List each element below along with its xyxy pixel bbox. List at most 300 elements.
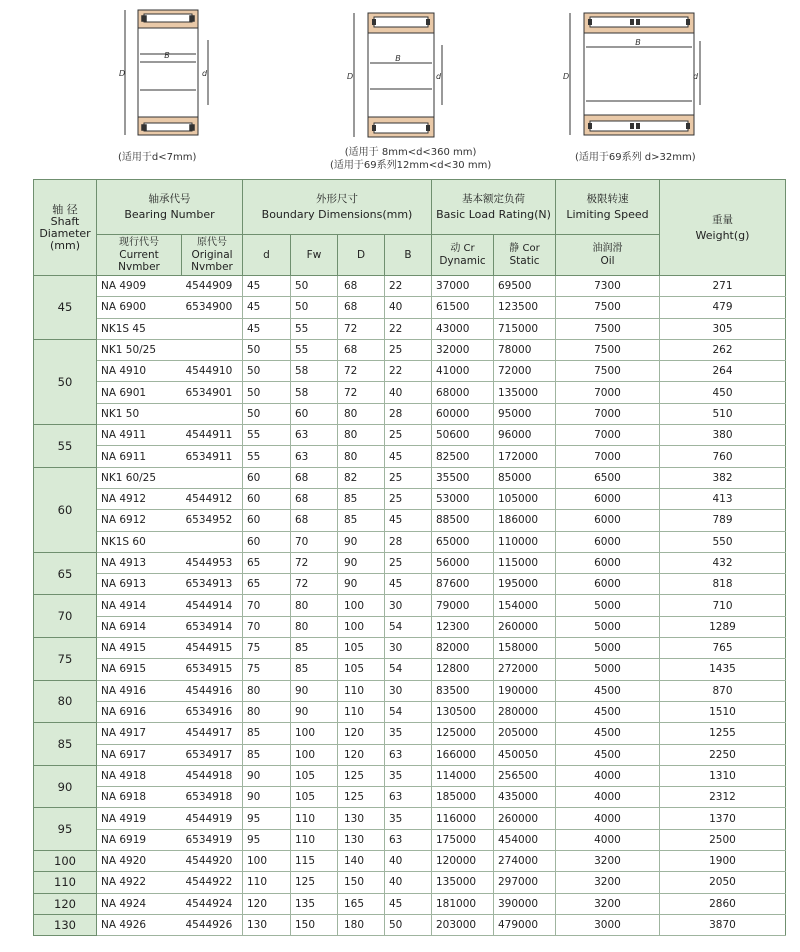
table-cell: 280000	[494, 701, 556, 722]
table-cell: 181000	[432, 893, 494, 914]
table-cell: 55	[291, 318, 338, 339]
table-cell: 175000	[432, 829, 494, 850]
header-text: 原代号	[197, 237, 227, 248]
table-cell: 95	[243, 808, 291, 829]
header-col-fw: Fw	[291, 235, 338, 276]
table-cell: 203000	[432, 914, 494, 935]
table-cell: 90	[338, 531, 385, 552]
table-cell: 180	[338, 914, 385, 935]
table-cell: 4544918	[182, 765, 243, 786]
table-cell: 95	[243, 829, 291, 850]
table-cell: 30	[385, 595, 432, 616]
table-cell: 135000	[494, 382, 556, 403]
table-cell: 262	[660, 339, 786, 360]
table-cell: 85	[243, 723, 291, 744]
table-cell: 5000	[556, 595, 660, 616]
table-cell: 1310	[660, 765, 786, 786]
table-cell: 50	[291, 297, 338, 318]
table-cell: 68	[291, 510, 338, 531]
table-row	[34, 276, 786, 297]
table-cell: 54	[385, 701, 432, 722]
table-cell: 1255	[660, 723, 786, 744]
table-cell: 4500	[556, 744, 660, 765]
table-cell: 4000	[556, 765, 660, 786]
diagram-caption-2	[330, 146, 491, 172]
table-cell: 130	[243, 914, 291, 935]
table-cell: 61500	[432, 297, 494, 318]
table-cell: 120000	[432, 851, 494, 872]
table-cell: 70	[243, 595, 291, 616]
table-cell: 60	[291, 403, 338, 424]
header-text: (mm)	[49, 238, 80, 252]
table-cell: 550	[660, 531, 786, 552]
table-cell: 82	[338, 467, 385, 488]
table-row	[34, 403, 786, 424]
table-cell: 6534913	[182, 574, 243, 595]
table-cell: 2860	[660, 893, 786, 914]
table-cell: 256500	[494, 765, 556, 786]
table-cell: 72000	[494, 361, 556, 382]
shaft-diameter-cell: 75	[34, 638, 97, 681]
header-text: 油润滑	[592, 243, 623, 254]
table-row	[34, 382, 786, 403]
header-limiting-speed	[556, 180, 660, 235]
table-cell: 75	[243, 659, 291, 680]
table-cell: NA 4926	[97, 914, 182, 935]
table-cell: 68000	[432, 382, 494, 403]
table-cell: 264	[660, 361, 786, 382]
header-text: 动 Cr	[450, 243, 475, 254]
table-cell: 1900	[660, 851, 786, 872]
table-cell: 130	[338, 829, 385, 850]
table-cell: 35500	[432, 467, 494, 488]
table-cell: 60000	[432, 403, 494, 424]
shaft-diameter-cell: 100	[34, 851, 97, 872]
header-weight	[660, 180, 786, 276]
table-cell: NA 4913	[97, 552, 182, 573]
table-cell: 53000	[432, 488, 494, 509]
table-cell: NA 6919	[97, 829, 182, 850]
table-cell: 30	[385, 680, 432, 701]
header-text: Boundary Dimensions(mm)	[261, 208, 413, 221]
header-original-number	[182, 235, 243, 276]
table-row	[34, 425, 786, 446]
table-cell: NA 4909	[97, 276, 182, 297]
bearing-diagram-medium	[340, 5, 450, 145]
table-cell: 50	[243, 382, 291, 403]
table-cell: 7500	[556, 339, 660, 360]
table-cell: 4000	[556, 787, 660, 808]
table-cell: 90	[243, 787, 291, 808]
header-text: Bearing Number	[124, 208, 215, 221]
table-cell: 45	[385, 574, 432, 595]
table-cell: NA 6918	[97, 787, 182, 808]
table-cell: 100	[338, 616, 385, 637]
table-cell: 479	[660, 297, 786, 318]
table-cell: 85	[291, 659, 338, 680]
table-cell: 95000	[494, 403, 556, 424]
table-cell: 190000	[494, 680, 556, 701]
table-cell: 205000	[494, 723, 556, 744]
table-cell: 5000	[556, 638, 660, 659]
table-cell: 115	[291, 851, 338, 872]
table-cell: 105000	[494, 488, 556, 509]
table-cell: 715000	[494, 318, 556, 339]
table-cell: 87600	[432, 574, 494, 595]
table-row	[34, 574, 786, 595]
table-cell: NA 4920	[97, 851, 182, 872]
table-row	[34, 531, 786, 552]
label-B: B	[164, 51, 170, 60]
table-row	[34, 851, 786, 872]
table-cell: 45	[243, 297, 291, 318]
table-cell: 68	[338, 276, 385, 297]
table-cell: 12300	[432, 616, 494, 637]
table-cell: 40	[385, 872, 432, 893]
table-cell: 6534900	[182, 297, 243, 318]
table-cell: 135000	[432, 872, 494, 893]
table-row	[34, 914, 786, 935]
table-cell: 105	[338, 659, 385, 680]
table-cell: 7000	[556, 425, 660, 446]
table-cell: 2050	[660, 872, 786, 893]
table-cell: NA 4919	[97, 808, 182, 829]
table-cell: NA 4910	[97, 361, 182, 382]
table-cell: 135	[291, 893, 338, 914]
table-row	[34, 872, 786, 893]
table-row	[34, 595, 786, 616]
table-cell: 7000	[556, 403, 660, 424]
table-cell: 140	[338, 851, 385, 872]
table-cell: 70	[243, 616, 291, 637]
table-cell: 25	[385, 339, 432, 360]
table-cell: 6000	[556, 574, 660, 595]
table-cell: 4544922	[182, 872, 243, 893]
table-cell: 4544912	[182, 488, 243, 509]
table-cell: 110	[291, 808, 338, 829]
table-row	[34, 638, 786, 659]
table-cell: 80	[291, 616, 338, 637]
table-cell: 35	[385, 765, 432, 786]
table-cell: 50	[385, 914, 432, 935]
table-cell: 40	[385, 851, 432, 872]
table-cell	[182, 339, 243, 360]
header-oil	[556, 235, 660, 276]
table-cell: 110	[243, 872, 291, 893]
caption-text: (适用于 8mm<d<360 mm)	[344, 147, 477, 158]
table-cell: 50	[243, 403, 291, 424]
table-cell: 105	[291, 765, 338, 786]
diagram-caption-3	[575, 151, 696, 164]
table-cell: 25	[385, 552, 432, 573]
table-cell: 100	[243, 851, 291, 872]
shaft-diameter-cell: 60	[34, 467, 97, 552]
caption-text: (适用于69系列12mm<d<30 mm)	[330, 160, 492, 171]
table-cell: 85	[338, 488, 385, 509]
table-cell: 55	[243, 425, 291, 446]
table-cell: 4544916	[182, 680, 243, 701]
table-cell: 65	[243, 574, 291, 595]
table-cell: NA 6912	[97, 510, 182, 531]
shaft-diameter-cell: 95	[34, 808, 97, 851]
table-cell: 30	[385, 638, 432, 659]
table-cell: 6534915	[182, 659, 243, 680]
table-row	[34, 552, 786, 573]
table-cell: 83500	[432, 680, 494, 701]
table-cell: 50600	[432, 425, 494, 446]
shaft-diameter-cell: 85	[34, 723, 97, 766]
table-cell: 432	[660, 552, 786, 573]
table-cell: 7000	[556, 382, 660, 403]
header-text: Nvmber	[191, 261, 233, 273]
table-cell: 22	[385, 276, 432, 297]
table-cell: 50	[243, 361, 291, 382]
label-d: d	[202, 69, 208, 78]
table-cell: 68	[291, 467, 338, 488]
table-cell: 35	[385, 808, 432, 829]
table-row	[34, 808, 786, 829]
header-text: Static	[509, 255, 540, 267]
table-cell: 110000	[494, 531, 556, 552]
table-row	[34, 701, 786, 722]
table-cell: NA 6913	[97, 574, 182, 595]
header-text: Shaft	[50, 214, 80, 228]
table-cell: 90	[243, 765, 291, 786]
header-boundary-dimensions	[243, 180, 432, 235]
table-cell: 100	[338, 595, 385, 616]
label-B: B	[635, 38, 641, 47]
table-cell	[182, 467, 243, 488]
table-cell: 54	[385, 659, 432, 680]
table-cell: 4544911	[182, 425, 243, 446]
header-text: 基本额定负荷	[462, 193, 525, 205]
table-cell: 25	[385, 467, 432, 488]
table-cell: 85	[338, 510, 385, 531]
table-cell: 4544953	[182, 552, 243, 573]
table-cell: NK1 50/25	[97, 339, 182, 360]
table-cell: 4544917	[182, 723, 243, 744]
table-cell: 6534918	[182, 787, 243, 808]
bearing-spec-table	[33, 179, 786, 936]
table-cell: 260000	[494, 616, 556, 637]
table-row	[34, 829, 786, 850]
table-cell: 100	[291, 744, 338, 765]
table-cell: 72	[338, 361, 385, 382]
table-cell: NA 6916	[97, 701, 182, 722]
table-cell: 35	[385, 723, 432, 744]
table-cell: 510	[660, 403, 786, 424]
table-cell: 72	[338, 318, 385, 339]
table-cell: NA 6917	[97, 744, 182, 765]
shaft-diameter-cell: 80	[34, 680, 97, 723]
table-row	[34, 318, 786, 339]
caption-text: (适用于69系列 d>32mm)	[575, 152, 696, 163]
header-text: 现行代号	[119, 237, 159, 248]
table-cell: 60	[243, 467, 291, 488]
table-cell: 43000	[432, 318, 494, 339]
table-cell: 45	[385, 893, 432, 914]
table-cell: 37000	[432, 276, 494, 297]
table-cell: 272000	[494, 659, 556, 680]
table-row	[34, 467, 786, 488]
header-text: Nvmber	[118, 261, 160, 273]
table-cell: 45	[243, 276, 291, 297]
table-cell: 1289	[660, 616, 786, 637]
table-cell: 25	[385, 425, 432, 446]
table-cell: 6000	[556, 552, 660, 573]
table-cell: 6000	[556, 531, 660, 552]
header-text: Oil	[600, 255, 615, 267]
table-cell: 65000	[432, 531, 494, 552]
table-cell: 413	[660, 488, 786, 509]
table-cell: 450	[660, 382, 786, 403]
table-cell: 185000	[432, 787, 494, 808]
header-text: Limiting Speed	[566, 208, 649, 221]
table-row	[34, 893, 786, 914]
table-cell: 297000	[494, 872, 556, 893]
table-cell: 80	[338, 403, 385, 424]
table-cell: 6534919	[182, 829, 243, 850]
table-cell: 4000	[556, 829, 660, 850]
header-text: 外形尺寸	[316, 193, 358, 205]
table-row	[34, 616, 786, 637]
table-cell: 80	[243, 701, 291, 722]
table-cell: 305	[660, 318, 786, 339]
table-cell: 60	[243, 531, 291, 552]
label-D: D	[347, 72, 354, 81]
table-cell: 100	[291, 723, 338, 744]
table-cell: 4000	[556, 808, 660, 829]
table-cell: 1370	[660, 808, 786, 829]
table-cell: 7300	[556, 276, 660, 297]
table-cell: 166000	[432, 744, 494, 765]
table-cell: NA 4917	[97, 723, 182, 744]
table-cell: 870	[660, 680, 786, 701]
table-cell: 40	[385, 297, 432, 318]
header-dynamic	[432, 235, 494, 276]
table-cell: 710	[660, 595, 786, 616]
header-text: Weight(g)	[695, 228, 750, 242]
table-cell: 40	[385, 382, 432, 403]
table-cell: 88500	[432, 510, 494, 531]
table-cell: 58	[291, 361, 338, 382]
table-cell: 68	[338, 297, 385, 318]
table-cell: 41000	[432, 361, 494, 382]
table-cell: 260000	[494, 808, 556, 829]
table-cell: 3200	[556, 893, 660, 914]
shaft-diameter-cell: 45	[34, 276, 97, 340]
table-cell: 28	[385, 531, 432, 552]
label-D: D	[119, 69, 126, 78]
label-B: B	[395, 54, 401, 63]
table-row	[34, 659, 786, 680]
table-cell: 68	[338, 339, 385, 360]
table-cell: 90	[338, 552, 385, 573]
table-cell: NK1S 45	[97, 318, 182, 339]
table-cell: 4500	[556, 723, 660, 744]
shaft-diameter-cell: 55	[34, 425, 97, 468]
table-cell: NA 4911	[97, 425, 182, 446]
table-cell: 6534914	[182, 616, 243, 637]
table-cell: 82000	[432, 638, 494, 659]
table-cell: 6534911	[182, 446, 243, 467]
table-cell	[182, 531, 243, 552]
table-cell: 22	[385, 361, 432, 382]
header-col-D: D	[338, 235, 385, 276]
table-row	[34, 744, 786, 765]
table-cell: 186000	[494, 510, 556, 531]
table-cell: 78000	[494, 339, 556, 360]
table-cell: 6000	[556, 488, 660, 509]
table-cell: 22	[385, 318, 432, 339]
table-cell: 96000	[494, 425, 556, 446]
table-row	[34, 361, 786, 382]
table-cell: 454000	[494, 829, 556, 850]
table-cell: 79000	[432, 595, 494, 616]
table-cell: 165	[338, 893, 385, 914]
table-cell: 63	[385, 829, 432, 850]
table-cell: 90	[291, 680, 338, 701]
table-cell: 70	[291, 531, 338, 552]
table-cell: 765	[660, 638, 786, 659]
header-static	[494, 235, 556, 276]
table-cell: 4544910	[182, 361, 243, 382]
shaft-diameter-cell: 65	[34, 552, 97, 595]
header-text: 极限转速	[586, 193, 629, 205]
shaft-diameter-cell: 130	[34, 914, 97, 935]
table-cell: 45	[243, 318, 291, 339]
table-cell: 116000	[432, 808, 494, 829]
table-cell: 32000	[432, 339, 494, 360]
shaft-diameter-cell: 70	[34, 595, 97, 638]
table-cell: 65	[243, 552, 291, 573]
table-cell: 5000	[556, 616, 660, 637]
table-cell: 3870	[660, 914, 786, 935]
table-cell: 82500	[432, 446, 494, 467]
table-cell: NA 4916	[97, 680, 182, 701]
table-cell: 45	[385, 510, 432, 531]
table-cell: 158000	[494, 638, 556, 659]
header-text: Basic Load Rating(N)	[436, 208, 551, 221]
table-cell: NA 4922	[97, 872, 182, 893]
table-cell: 125	[338, 787, 385, 808]
table-cell: 56000	[432, 552, 494, 573]
shaft-diameter-cell: 50	[34, 339, 97, 424]
header-current-number	[97, 235, 182, 276]
table-cell: 435000	[494, 787, 556, 808]
table-cell: 110	[338, 701, 385, 722]
table-cell: 7500	[556, 361, 660, 382]
table-row	[34, 723, 786, 744]
table-cell: 789	[660, 510, 786, 531]
table-cell: 63	[385, 787, 432, 808]
table-cell: 58	[291, 382, 338, 403]
table-cell: NA 6900	[97, 297, 182, 318]
table-cell: 120	[243, 893, 291, 914]
header-basic-load-rating	[432, 180, 556, 235]
table-cell: 60	[243, 510, 291, 531]
table-cell: 68	[291, 488, 338, 509]
header-text: Original	[191, 249, 233, 261]
table-cell: NA 4914	[97, 595, 182, 616]
table-cell: 85	[291, 638, 338, 659]
table-cell	[182, 403, 243, 424]
header-col-d: d	[243, 235, 291, 276]
header-text: Dynamic	[439, 255, 486, 267]
table-cell: 63	[291, 446, 338, 467]
table-cell: 4544920	[182, 851, 243, 872]
table-cell: 7500	[556, 297, 660, 318]
